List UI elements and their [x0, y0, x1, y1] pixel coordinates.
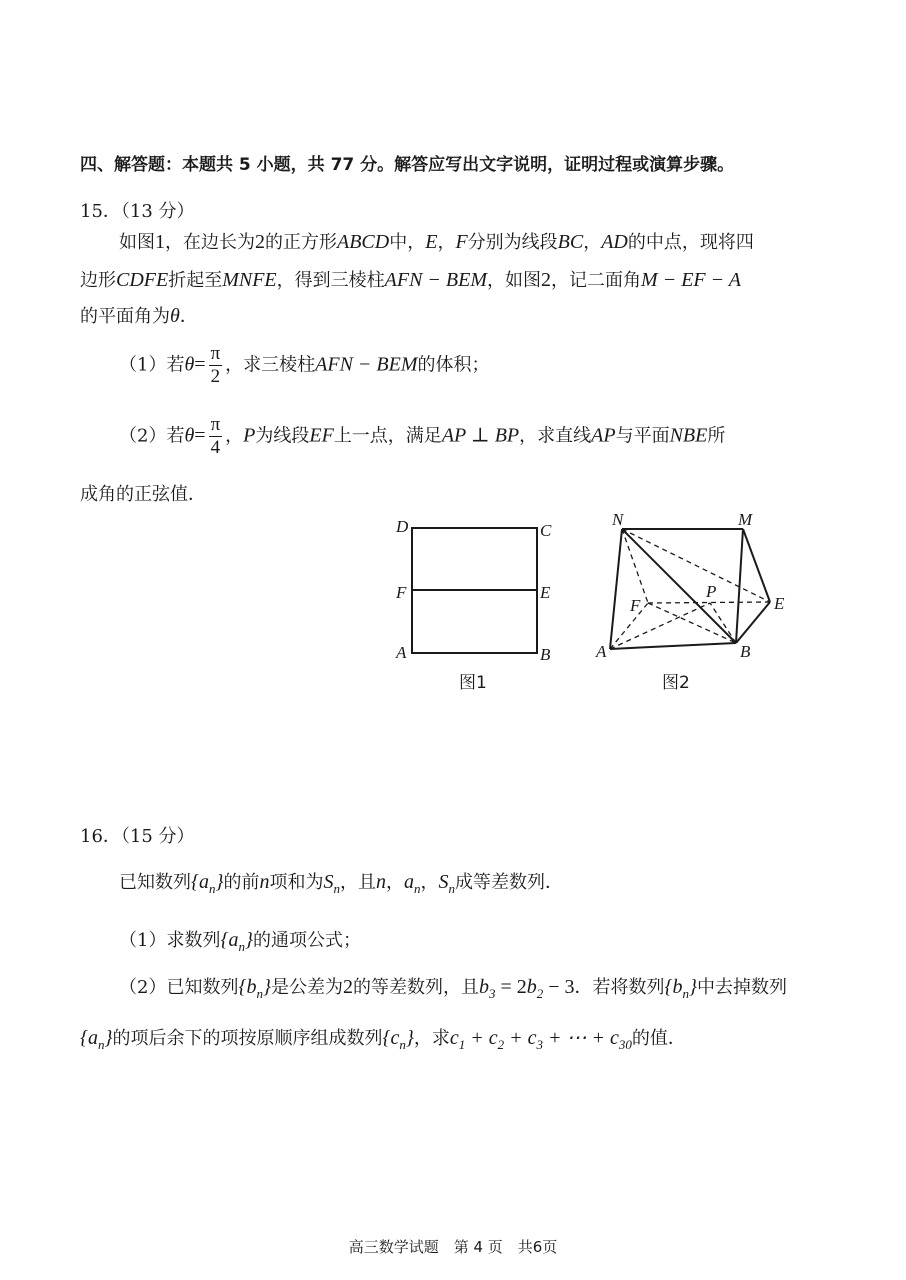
- figure-1: [390, 512, 560, 672]
- page-footer: 高三数学试题 第 4 页 共6页: [348, 1238, 558, 1256]
- fig2-label-a: A: [596, 642, 607, 661]
- edge-nb: [622, 529, 736, 643]
- fig2-label-e: E: [774, 594, 785, 613]
- q15-stem-line2: 边形CDFE折起至MNFE，得到三棱柱AFN − BEM，如图2，记二面角M − EF − A: [80, 269, 741, 291]
- edge-ab: [610, 643, 736, 649]
- fig1-label-d: D: [396, 517, 409, 536]
- edge-af: [610, 603, 648, 649]
- fraction-pi-over-2: $\frac{\pi}{2}$: [210, 343, 221, 387]
- section-heading: 四、解答题：本题共 5 小题，共 77 分。解答应写出文字说明，证明过程或演算步骤。: [80, 155, 735, 175]
- fig1-label-c: C: [540, 521, 552, 540]
- figure-2: [590, 505, 800, 670]
- fig2-label-f: F: [630, 596, 641, 615]
- edge-fb: [648, 603, 736, 643]
- q15-stem-line3: 的平面角为θ．: [80, 305, 198, 327]
- q16-number: 16．（15 分）: [80, 826, 195, 847]
- q15-part1: （1）若θ= $\frac{\pi}{2}$ ，求三棱柱AFN − BEM的体积；: [119, 343, 490, 387]
- fig2-label-p: P: [706, 582, 717, 601]
- fig2-label-m: M: [738, 510, 753, 529]
- q15-number: 15．（13 分）: [80, 201, 195, 222]
- q15-part2: （2）若θ= $\frac{\pi}{4}$ ，P为线段EF上一点，满足AP ⊥ BP，求直线AP与平面NBE所: [119, 414, 726, 458]
- fraction-pi-over-4: $\frac{\pi}{4}$: [210, 414, 221, 458]
- q15-stem-line1: 如图1，在边长为2的正方形ABCD中，E，F分别为线段BC，AD的中点，现将四: [119, 231, 754, 253]
- q15-part2-cont: 成角的正弦值．: [80, 484, 206, 505]
- fig2-label-b: B: [740, 642, 751, 661]
- fig1-label-a: A: [396, 643, 407, 662]
- edge-na: [610, 529, 622, 649]
- edge-nf: [622, 529, 648, 603]
- q16-part2-line2: $\{a_n\}$的项后余下的项按原顺序组成数列$\{c_n\}$，求$c_1 + c_2 + c_3$ + ⋯ + $c_{30}$的值．: [80, 1027, 686, 1052]
- fig2-label-n: N: [612, 510, 624, 529]
- q16-part1: （1）求数列$\{a_n\}$的通项公式；: [119, 929, 361, 954]
- fig1-label-b: B: [540, 645, 551, 664]
- edge-ap: [610, 603, 710, 649]
- fig1-label-e: E: [540, 583, 551, 602]
- fig2-caption: 图2: [662, 673, 690, 693]
- q16-part2-line1: （2）已知数列$\{b_n\}$是公差为2的等差数列，且$b_3 = 2b_2 - 3$．若将数列$\{b_n\}$中去掉数列: [119, 976, 788, 1001]
- fig1-label-f: F: [396, 583, 407, 602]
- fig1-caption: 图1: [459, 673, 487, 693]
- edge-be: [736, 602, 770, 643]
- q16-stem: 已知数列$\{a_n\}$的前n项和为$S_n$，且n，$a_n$，$S_n$成等差数列．: [119, 871, 563, 896]
